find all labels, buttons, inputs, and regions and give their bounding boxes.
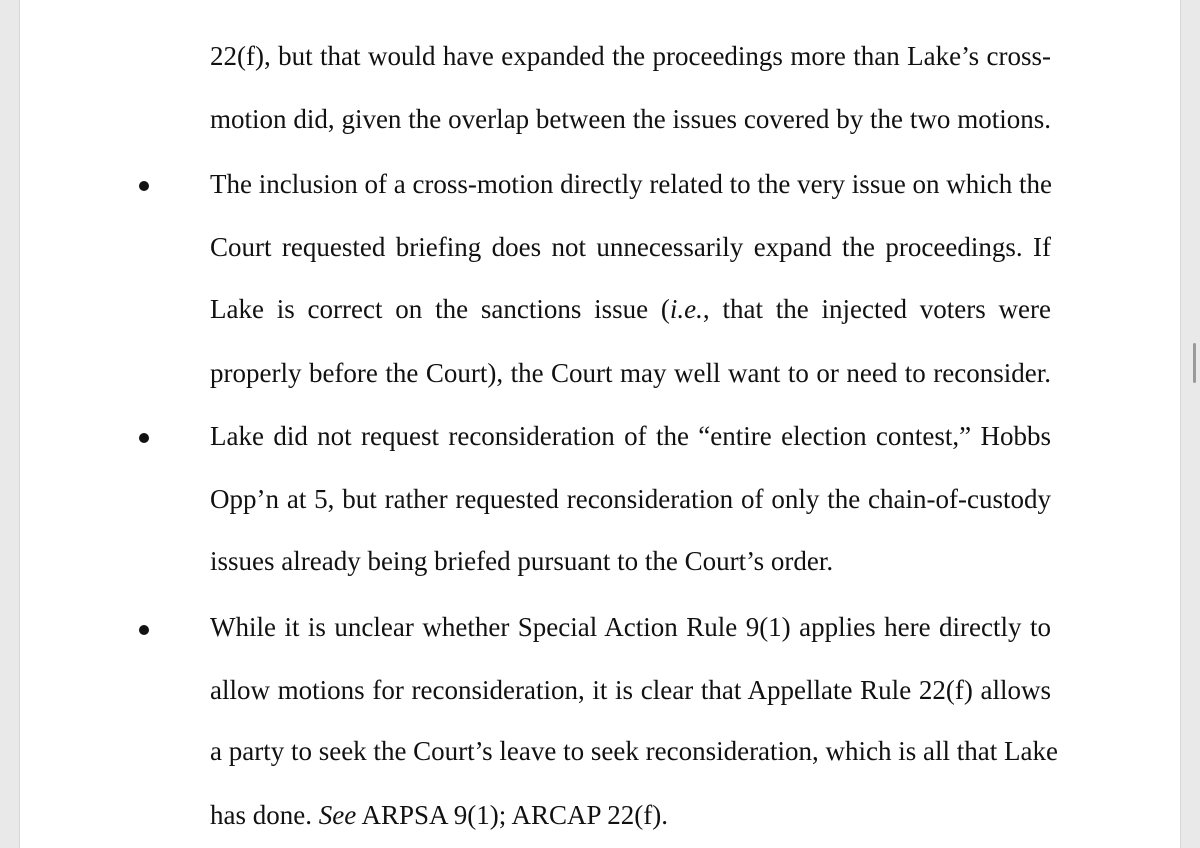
text-segment: 22(f), but that would have expanded the proceedings more than Lake’s cross- — [210, 41, 1051, 71]
text-segment: allow motions for reconsideration, it is clear that Appellate Rule 22(f) allows — [210, 675, 1051, 705]
text-line — [210, 353, 1051, 393]
text-segment: Opp’n at 5, but rather requested reconsideration of only the chain-of-custody — [210, 484, 1051, 514]
text-line — [210, 670, 1051, 710]
text-line — [210, 227, 1051, 267]
text-segment: has done. — [210, 800, 319, 830]
italic-text: See — [318, 800, 357, 830]
text-segment: The inclusion of a cross-motion directly related to the very issue on which the — [210, 169, 1053, 199]
text-segment: ARPSA 9(1); ARCAP 22(f). — [356, 800, 669, 830]
text-segment: issues already being briefed pursuant to the Court’s order. — [210, 546, 834, 576]
text-segment: properly before the Court), the Court may well want to or need to reconsider. — [210, 358, 1051, 388]
text-line — [210, 99, 1051, 139]
text-line — [210, 541, 833, 581]
text-segment: a party to seek the Court’s leave to seek reconsideration, which is all that Lake — [210, 736, 1058, 766]
bullet-marker — [139, 625, 149, 635]
text-line — [210, 795, 668, 835]
text-line — [210, 36, 1051, 76]
text-segment: Lake is correct on the sanctions issue ( — [210, 294, 670, 324]
text-line — [210, 416, 1051, 456]
document-page — [20, 0, 1180, 848]
text-line — [210, 164, 1051, 204]
text-line — [210, 731, 1058, 771]
text-segment: , that the injected voters were — [702, 294, 1051, 324]
text-line — [210, 289, 1051, 329]
scrollbar-thumb[interactable] — [1193, 343, 1196, 383]
text-line — [210, 479, 1051, 519]
text-segment: motion did, given the overlap between the issues covered by the two motions. — [210, 104, 1051, 134]
text-segment: While it is unclear whether Special Action Rule 9(1) applies here directly to — [210, 612, 1051, 642]
text-line — [210, 607, 1051, 647]
italic-text: i.e. — [669, 294, 703, 324]
bullet-marker — [139, 181, 149, 191]
bullet-marker — [139, 433, 149, 443]
text-segment: Court requested briefing does not unnecessarily expand the proceedings. If — [210, 232, 1051, 262]
text-segment: Lake did not request reconsideration of the “entire election contest,” Hobbs — [210, 421, 1051, 451]
